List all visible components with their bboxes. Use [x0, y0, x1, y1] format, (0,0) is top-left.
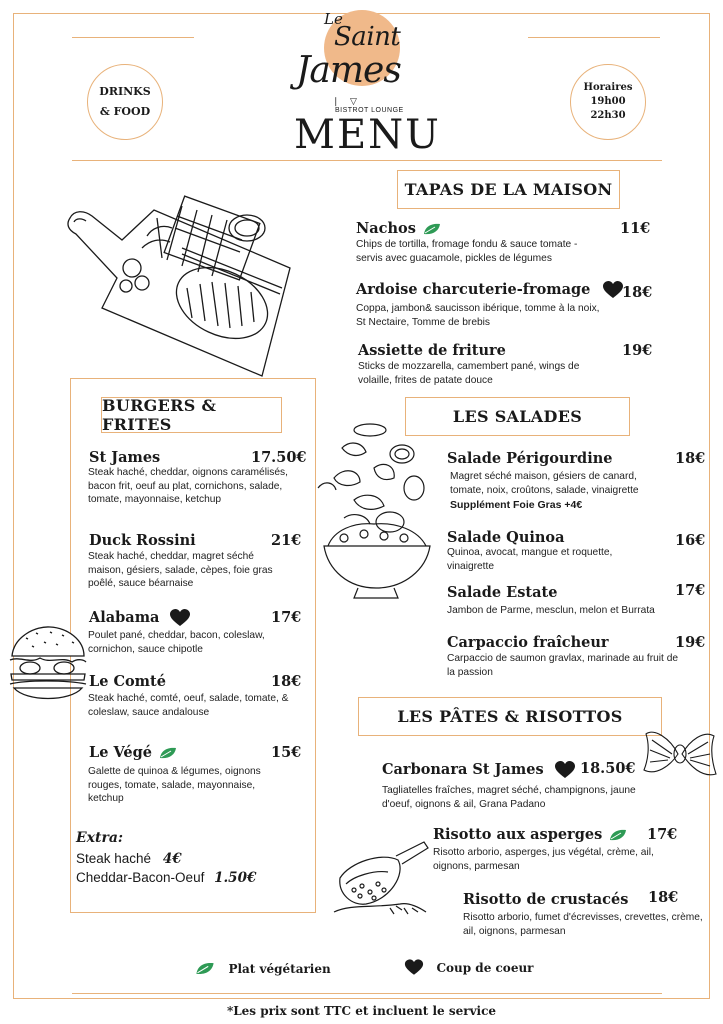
footer-note: *Les prix sont TTC et incluent le service — [226, 1004, 497, 1018]
menu-item-description: Magret séché maison, gésiers de canard, tomate, noix, croûtons, salade, vinaigrette — [450, 471, 639, 496]
menu-item-price: 16€ — [675, 532, 706, 549]
menu-item-price: 17€ — [271, 609, 302, 626]
logo-prefix: Le — [324, 10, 343, 28]
extra-line: Cheddar-Bacon-Oeuf 1.50€ — [76, 870, 257, 886]
logo-fork-icon: ❘ — [332, 96, 340, 106]
menu-item-name: Carbonara St James — [382, 761, 576, 779]
drinks-food-badge — [87, 64, 163, 140]
leaf-icon — [422, 222, 442, 236]
heart-icon — [404, 959, 424, 976]
menu-item-price: 11€ — [620, 220, 651, 237]
menu-item-description: Poulet pané, cheddar, bacon, coleslaw, cornichon, sauce chipotle — [88, 630, 265, 655]
menu-item-price: 15€ — [271, 744, 302, 761]
extra-title: Extra: — [76, 830, 124, 846]
menu-item-name: Ardoise charcuterie-fromage — [356, 281, 624, 299]
heart-icon — [554, 761, 576, 779]
extra-line: Steak haché 4€ — [76, 851, 182, 867]
menu-item-description: Risotto arborio, asperges, jus végétal, crème, ail, oignons, parmesan — [433, 847, 654, 872]
menu-item-price: 17€ — [675, 582, 706, 599]
menu-item-price: 18.50€ — [580, 760, 636, 777]
menu-item-price: 18€ — [648, 889, 679, 906]
menu-item-name: Alabama — [89, 609, 191, 627]
logo — [280, 8, 442, 118]
hours-label: Horaires — [583, 82, 633, 93]
logo-tagline: BISTROT LOUNGE — [335, 107, 404, 114]
hours-close: 22h30 — [590, 110, 626, 121]
badge-line-1: DRINKS — [99, 85, 151, 98]
menu-item-price: 18€ — [271, 673, 302, 690]
footer-divider — [72, 993, 662, 994]
menu-item-description: Quinoa, avocat, mangue et roquette, vinaigrette — [447, 547, 613, 572]
farfalle-illustration — [642, 720, 718, 790]
menu-item-description: Risotto arborio, fumet d'écrevisses, crevettes, crème, ail, oignons, parmesan — [463, 912, 703, 937]
badge-line-2: & FOOD — [99, 105, 151, 118]
menu-item-name: Salade Estate — [447, 584, 558, 601]
menu-item-description: Chips de tortilla, fromage fondu & sauce tomate - servis avec guacamole, pickles de légumes — [356, 239, 578, 264]
menu-item-description: Jambon de Parme, mesclun, melon et Burrata — [447, 605, 655, 616]
opening-hours-badge — [570, 64, 646, 140]
supplement-note: Supplément Foie Gras +4€ — [450, 499, 583, 511]
rice-scoop-illustration — [330, 838, 430, 922]
heart-icon — [169, 609, 191, 627]
menu-item-price: 19€ — [675, 634, 706, 651]
logo-name-1: Saint — [334, 22, 401, 52]
menu-item-name: Le Comté — [89, 673, 166, 690]
menu-item-description: Steak haché, cheddar, magret séché maison, gésiers, salade, cèpes, foie gras poêlé, sauce béarnaise — [88, 551, 273, 589]
menu-item-description: Galette de quinoa & légumes, oignons rouges, tomate, salade, mayonnaise, ketchup — [88, 766, 261, 804]
menu-item-description: Tagliatelles fraîches, magret séché, champignons, jaune d'oeuf, oignons & ail, Grana Padano — [382, 785, 636, 810]
menu-item-name: Risotto de crustacés — [463, 891, 629, 908]
burgers-section-title: BURGERS & FRITES — [101, 397, 282, 433]
menu-item-price: 18€ — [622, 284, 653, 301]
logo-glass-icon: ▽ — [350, 96, 357, 106]
menu-item-name: Assiette de friture — [358, 342, 506, 359]
menu-item-price: 19€ — [622, 342, 653, 359]
header-rule-left — [72, 37, 194, 38]
legend-favorite-label: Coup de coeur — [436, 960, 534, 975]
menu-item-name: Carpaccio fraîcheur — [447, 634, 609, 651]
menu-item-name: Risotto aux asperges — [433, 826, 628, 843]
menu-item-description: Carpaccio de saumon gravlax, marinade au fruit de la passion — [447, 653, 679, 678]
legend-vegetarian — [194, 960, 331, 978]
pates-section-title: LES PÂTES & RISOTTOS — [358, 697, 662, 736]
hours-open: 19h00 — [590, 96, 626, 107]
menu-item-name: Salade Quinoa — [447, 529, 565, 546]
menu-item-description: Sticks de mozzarella, camembert pané, wings de volaille, frites de patate douce — [358, 361, 580, 386]
menu-item-price: 21€ — [271, 532, 302, 549]
salad-bowl-illustration — [314, 418, 438, 602]
logo-name-2: James — [296, 50, 401, 91]
menu-item-description: Steak haché, comté, oeuf, salade, tomate, & coleslaw, sauce andalouse — [88, 693, 289, 718]
menu-item-name: Salade Périgourdine — [447, 450, 613, 467]
legend-vegetarian-label: Plat végétarien — [228, 961, 331, 976]
header-divider — [72, 160, 662, 161]
menu-item-name: St James — [89, 449, 161, 466]
menu-item-name: Nachos — [356, 220, 442, 237]
leaf-icon — [608, 828, 628, 842]
page-title: MENU — [294, 112, 441, 158]
menu-item-description: Coppa, jambon& saucisson ibérique, tomme à la noix, St Nectaire, Tomme de brebis — [356, 303, 600, 328]
menu-item-description: Steak haché, cheddar, oignons caramélisés, bacon frit, oeuf au plat, cornichons, salade, tomate, mayonnaise, ketchup — [88, 467, 288, 505]
menu-item-price: 17.50€ — [251, 449, 307, 466]
header-rule-right — [528, 37, 660, 38]
leaf-icon — [194, 961, 216, 976]
leaf-icon — [158, 746, 178, 760]
menu-item-price: 18€ — [675, 450, 706, 467]
tapas-section-title: TAPAS DE LA MAISON — [397, 170, 620, 209]
legend-favorite — [404, 959, 534, 977]
menu-item-name: Le Végé — [89, 744, 178, 761]
menu-item-name: Duck Rossini — [89, 532, 196, 549]
salades-section-title: LES SALADES — [405, 397, 630, 436]
burger-illustration — [6, 622, 90, 706]
cutting-board-illustration — [62, 188, 302, 378]
menu-item-price: 17€ — [647, 826, 678, 843]
